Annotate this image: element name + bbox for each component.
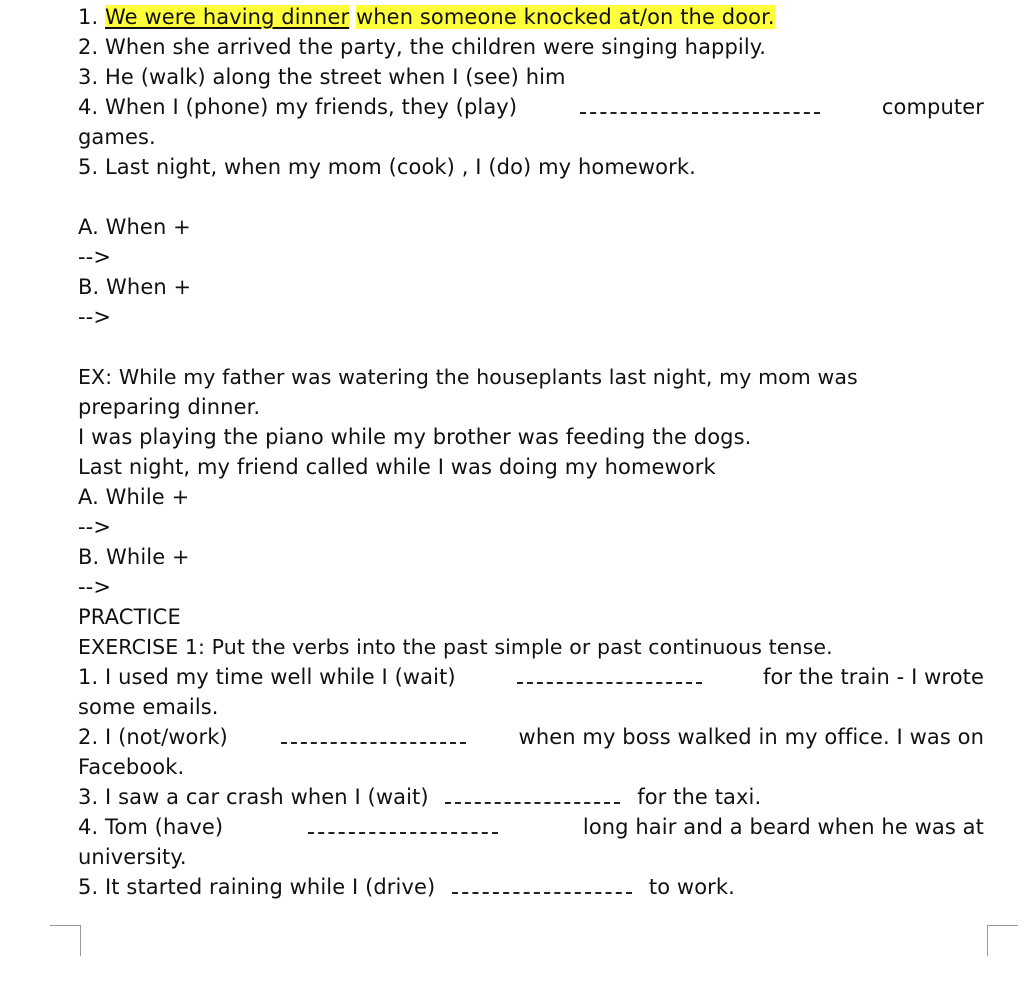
exercise-item-1: 1. I used my time well while I (wait) for the train - I wrote — [78, 665, 984, 689]
while-a: A. While + — [78, 485, 190, 509]
e4-answer-blank[interactable] — [308, 814, 498, 834]
question-4 — [78, 94, 984, 120]
q1-highlight-2: when someone knocked at/on the door. — [356, 5, 775, 29]
question-3: 3. He (walk) along the street when I (see) him — [78, 65, 566, 89]
exercise-item-4: 4. Tom (have) long hair and a beard when he was at — [78, 815, 984, 839]
exercise-title: EXERCISE 1: Put the verbs into the past simple or past continuous tense. — [78, 635, 833, 659]
q1-number: 1. — [78, 5, 99, 29]
when-b: B. When + — [78, 275, 192, 299]
example-line-4: Last night, my friend called while I was doing my homework — [78, 455, 716, 479]
exercise-item-1-continued: some emails. — [78, 695, 219, 719]
e1-answer-blank[interactable] — [517, 664, 702, 684]
when-a: A. When + — [78, 215, 191, 239]
question-1 — [78, 4, 775, 30]
question-4-continued: games. — [78, 125, 156, 149]
example-line-1: EX: While my father was watering the houseplants last night, my mom was — [78, 365, 858, 389]
page-corner-mark-right — [987, 925, 1018, 956]
while-b: B. While + — [78, 545, 190, 569]
when-b-arrow: --> — [78, 305, 112, 329]
q4-suffix: computer — [881, 95, 984, 119]
example-line-2: preparing dinner. — [78, 395, 261, 419]
practice-heading: PRACTICE — [78, 605, 181, 629]
while-b-arrow: --> — [78, 575, 112, 599]
exercise-item-3: 3. I saw a car crash when I (wait) for the taxi. — [78, 785, 762, 809]
question-5: 5. Last night, when my mom (cook) , I (do) my homework. — [78, 155, 696, 179]
q4-answer-blank[interactable] — [580, 94, 820, 114]
e3-answer-blank[interactable] — [445, 784, 620, 804]
example-line-3: I was playing the piano while my brother was feeding the dogs. — [78, 425, 752, 449]
when-a-arrow: --> — [78, 245, 112, 269]
exercise-item-5: 5. It started raining while I (drive) to work. — [78, 875, 735, 899]
question-2: 2. When she arrived the party, the children were singing happily. — [78, 35, 767, 59]
e2-answer-blank[interactable] — [281, 724, 466, 744]
q4-prefix: 4. When I (phone) my friends, they (play) — [78, 95, 518, 119]
while-a-arrow: --> — [78, 515, 112, 539]
exercise-item-2: 2. I (not/work) when my boss walked in my office. I was on — [78, 725, 984, 749]
page-corner-mark-left — [50, 925, 81, 956]
exercise-item-4-continued: university. — [78, 845, 187, 869]
e5-answer-blank[interactable] — [452, 874, 632, 894]
q1-highlight-1: We were having dinner — [105, 5, 350, 29]
exercise-item-2-continued: Facebook. — [78, 755, 185, 779]
